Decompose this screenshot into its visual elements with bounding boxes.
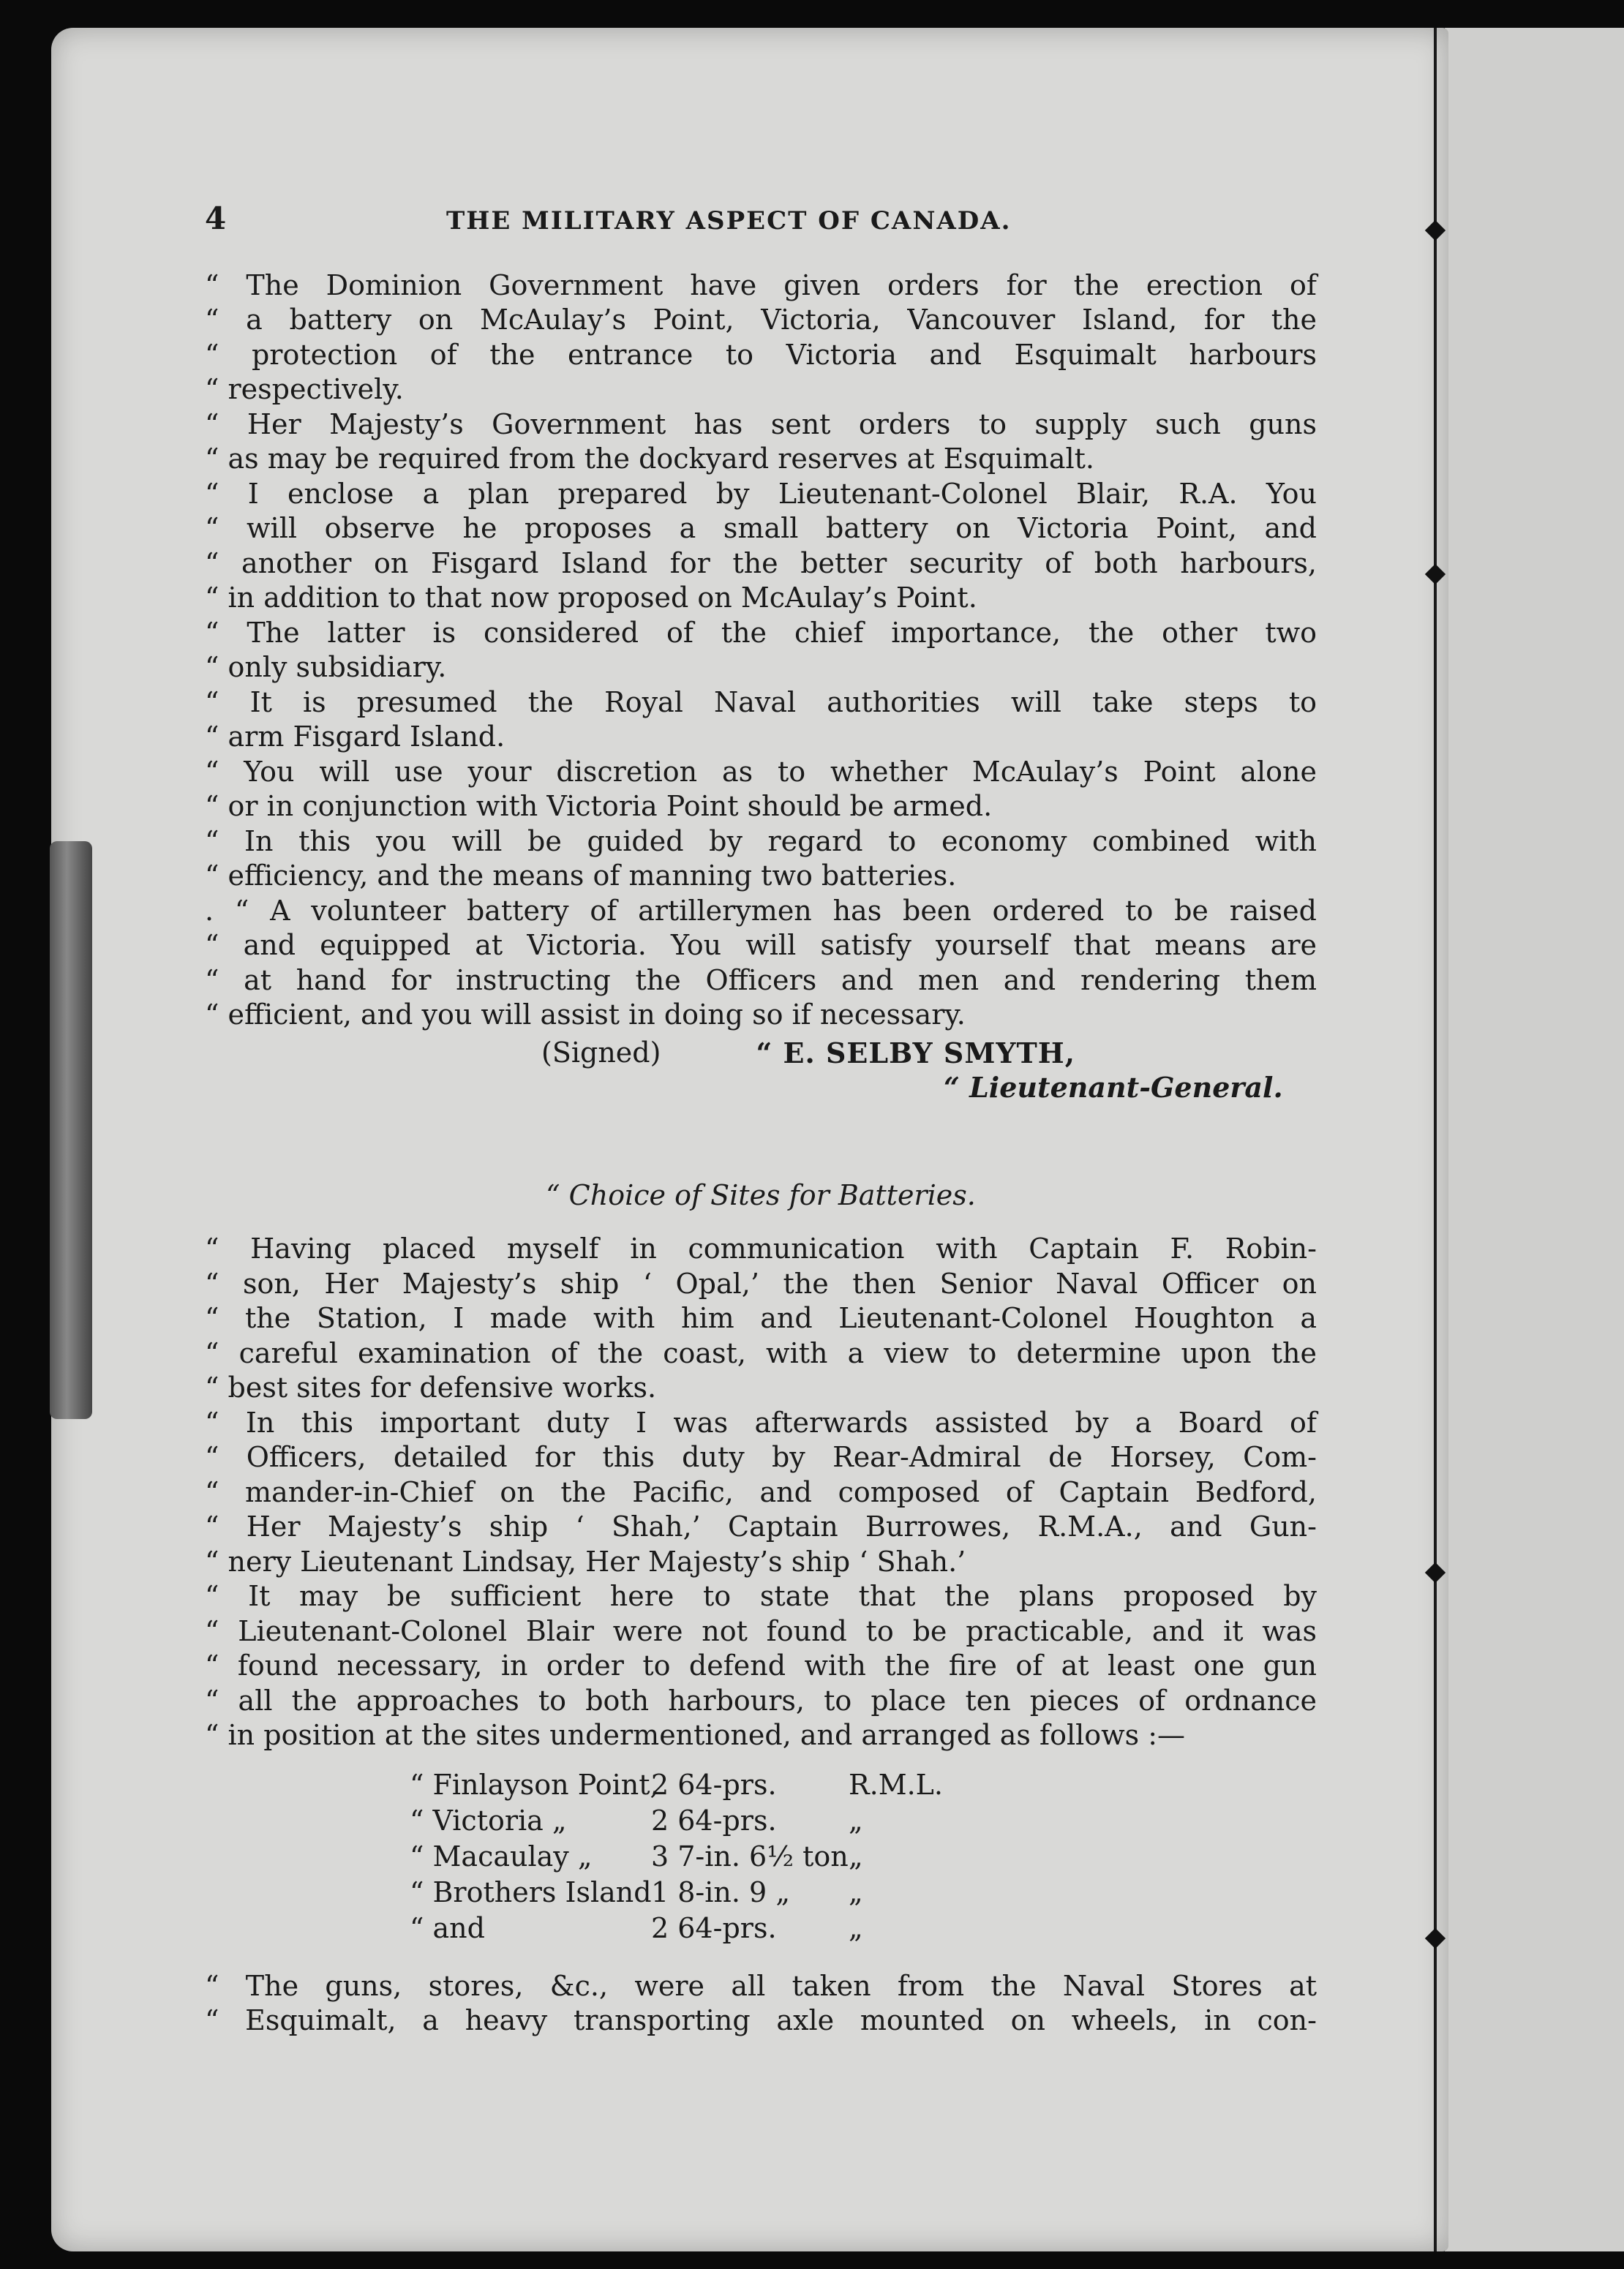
- text-line: “ Her Majesty’s Government has sent orders to supply such guns: [205, 407, 1317, 440]
- ordnance-guns: 2 64-prs.: [651, 1804, 777, 1837]
- ordnance-site: “ and: [410, 1911, 485, 1944]
- text-line: “ I enclose a plan prepared by Lieutenant-Colonel Blair, R.A. You: [205, 477, 1317, 510]
- text-line: “ Esquimalt, a heavy transporting axle mounted on wheels, in con-: [205, 2004, 1317, 2036]
- ordnance-site: “ Victoria „: [410, 1804, 567, 1837]
- ordnance-row: [410, 1804, 1317, 1840]
- text-line: “ Officers, detailed for this duty by Rear-Admiral de Horsey, Com-: [205, 1441, 1317, 1473]
- text-line: “ protection of the entrance to Victoria and Esquimalt harbours: [205, 338, 1317, 371]
- page-content: [205, 201, 1317, 2039]
- text-line: “ son, Her Majesty’s ship ‘ Opal,’ the then Senior Naval Officer on: [205, 1267, 1317, 1300]
- text-line: . “ A volunteer battery of artillerymen has been ordered to be raised: [205, 894, 1317, 927]
- signature-line: [205, 1036, 1317, 1071]
- signer-name: “ E. SELBY SMYTH,: [756, 1036, 1075, 1069]
- ordnance-row: [410, 1875, 1317, 1911]
- text-line: “ respectively.: [205, 373, 404, 405]
- text-line: “ It is presumed the Royal Naval authorities will take steps to: [205, 685, 1317, 718]
- text-line: “ arm Fisgard Island.: [205, 720, 505, 753]
- text-line: “ as may be required from the dockyard reserves at Esquimalt.: [205, 443, 1094, 475]
- ordnance-site: “ Macaulay „: [410, 1840, 593, 1873]
- text-line: “ in addition to that now proposed on McAulay’s Point.: [205, 582, 977, 614]
- ordnance-site: “ Finlayson Point,: [410, 1768, 659, 1801]
- running-head: THE MILITARY ASPECT OF CANADA.: [446, 206, 1012, 236]
- text-line: “ another on Fisgard Island for the better security of both harbours,: [205, 546, 1317, 579]
- letter-text: [205, 268, 1317, 1033]
- text-line: “ only subsidiary.: [205, 651, 447, 683]
- ordnance-row: [410, 1911, 1317, 1947]
- text-line: “ best sites for defensive works.: [205, 1371, 657, 1404]
- text-line: “ Lieutenant-Colonel Blair were not found to be practicable, and it was: [205, 1614, 1317, 1647]
- text-line: “ and equipped at Victoria. You will satisfy yourself that means are: [205, 929, 1317, 961]
- text-line: “ all the approaches to both harbours, to place ten pieces of ordnance: [205, 1684, 1317, 1717]
- ordnance-type: „: [849, 1911, 863, 1944]
- text-line: “ Having placed myself in communication with Captain F. Robin-: [205, 1233, 1317, 1265]
- text-line: “ a battery on McAulay’s Point, Victoria, Vancouver Island, for the: [205, 304, 1317, 336]
- text-line: “ In this you will be guided by regard to economy combined with: [205, 824, 1317, 857]
- ordnance-guns: 1 8-in. 9 „: [651, 1875, 790, 1908]
- text-line: “ You will use your discretion as to whether McAulay’s Point alone: [205, 755, 1317, 788]
- book-spine-tab: [50, 841, 92, 1419]
- report-text: [205, 1232, 1317, 1753]
- text-line: “ found necessary, in order to defend with the fire of at least one gun: [205, 1649, 1317, 1682]
- text-line: “ careful examination of the coast, with a view to determine upon the: [205, 1336, 1317, 1369]
- report-continuation: [205, 1969, 1317, 2039]
- text-line: “ Her Majesty’s ship ‘ Shah,’ Captain Burrowes, R.M.A., and Gun-: [205, 1510, 1317, 1543]
- ordnance-guns: 2 64-prs.: [651, 1768, 777, 1801]
- text-line: “ The guns, stores, &c., were all taken from the Naval Stores at: [205, 1969, 1317, 2002]
- ordnance-type: „: [849, 1804, 863, 1837]
- text-line: “ mander-in-Chief on the Pacific, and composed of Captain Bedford,: [205, 1475, 1317, 1508]
- signer-rank: “ Lieutenant-General.: [944, 1071, 1283, 1104]
- ordnance-table: [410, 1768, 1317, 1947]
- text-line: “ will observe he proposes a small battery on Victoria Point, and: [205, 512, 1317, 544]
- ordnance-type: R.M.L.: [849, 1768, 943, 1801]
- text-line: “ In this important duty I was afterwards assisted by a Board of: [205, 1406, 1317, 1439]
- ordnance-type: „: [849, 1840, 863, 1873]
- text-line: “ nery Lieutenant Lindsay, Her Majesty’s ship ‘ Shah.’: [205, 1545, 966, 1578]
- adjacent-page-edge: [1445, 28, 1624, 2251]
- text-line: “ in position at the sites undermentioned, and arranged as follows :—: [205, 1719, 1186, 1751]
- ordnance-guns: 3 7-in. 6½ ton: [651, 1840, 849, 1873]
- text-line: “ the Station, I made with him and Lieutenant-Colonel Houghton a: [205, 1302, 1317, 1334]
- ordnance-guns: 2 64-prs.: [651, 1911, 777, 1944]
- text-line: “ at hand for instructing the Officers and men and rendering them: [205, 963, 1317, 996]
- page-number: 4: [205, 200, 227, 236]
- text-line: “ or in conjunction with Victoria Point should be armed.: [205, 790, 993, 822]
- ordnance-row: [410, 1840, 1317, 1875]
- signed-label: (Signed): [541, 1036, 661, 1069]
- text-line: “ The latter is considered of the chief importance, the other two: [205, 616, 1317, 649]
- text-line: “ efficient, and you will assist in doing so if necessary.: [205, 998, 966, 1031]
- page-header: [205, 201, 1317, 239]
- text-line: “ efficiency, and the means of manning two batteries.: [205, 859, 957, 892]
- ordnance-row: [410, 1768, 1317, 1804]
- page-gutter: [1434, 28, 1437, 2251]
- text-line: “ The Dominion Government have given orders for the erection of: [205, 268, 1317, 301]
- ordnance-site: “ Brothers Island: [410, 1875, 652, 1908]
- text-line: “ It may be sufficient here to state that the plans proposed by: [205, 1580, 1317, 1612]
- ordnance-type: „: [849, 1875, 863, 1908]
- section-heading: “ Choice of Sites for Batteries.: [546, 1178, 976, 1211]
